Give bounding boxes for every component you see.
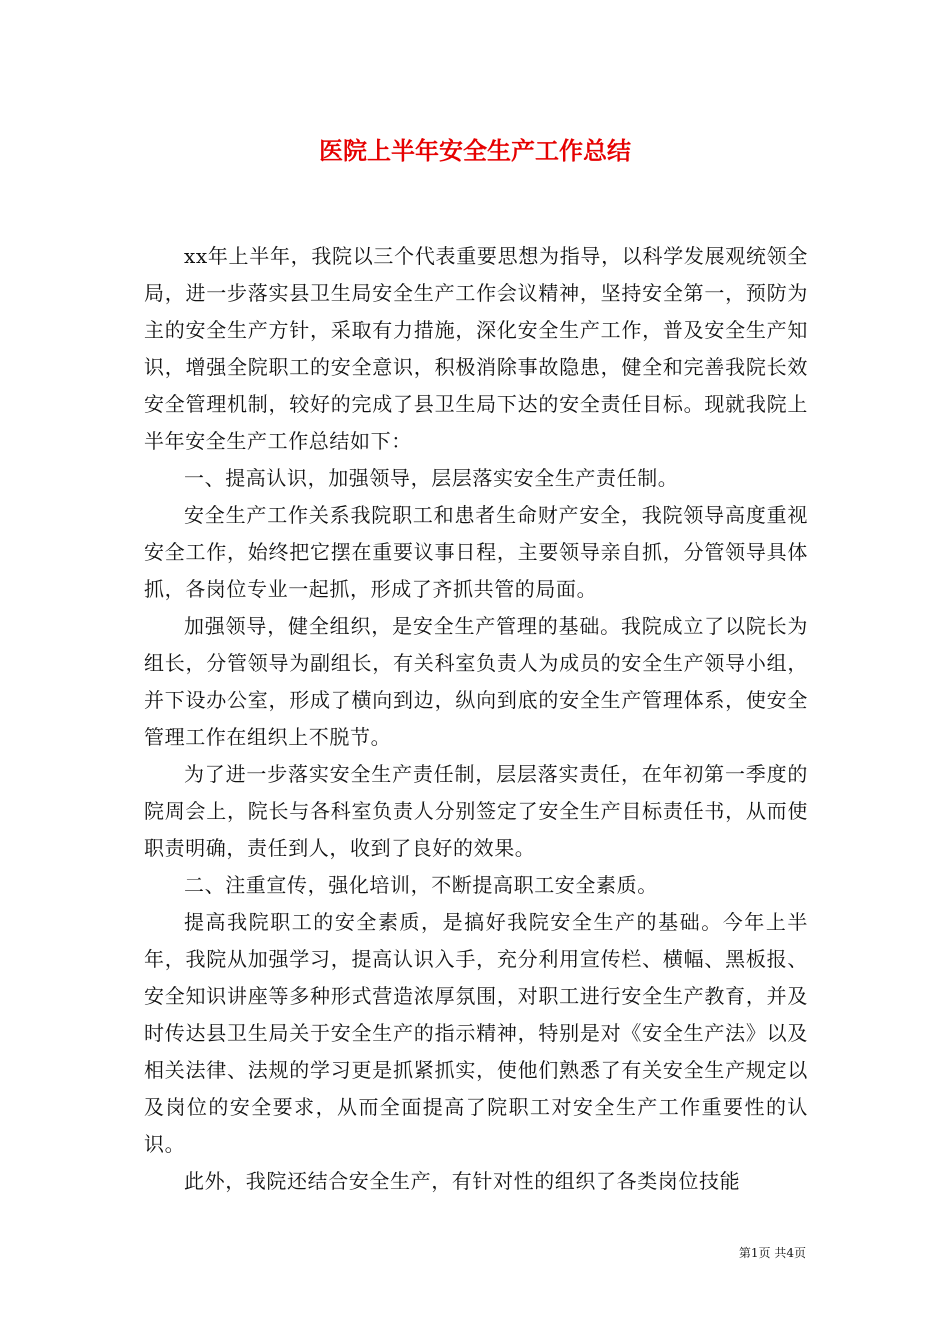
paragraph-intro: xx年上半年，我院以三个代表重要思想为指导，以科学发展观统领全局，进一步落实县卫生局安全生产工作会议精神，坚持安全第一，预防为主的安全生产方针，采取有力措施，深化安全生产工作，普及安全生产知识，增强全院职工的安全意识，积极消除事故隐患，健全和完善我院长效安全管理机制，较好的完成了县卫生局下达的安全责任目标。现就我院上半年安全生产工作总结如下： xyxy=(144,244,808,453)
paragraph-responsibility: 为了进一步落实安全生产责任制，层层落实责任，在年初第一季度的院周会上，院长与各科室负责人分别签定了安全生产目标责任书，从而使职责明确，责任到人，收到了良好的效果。 xyxy=(144,762,808,860)
document-title: 医院上半年安全生产工作总结 xyxy=(319,137,631,165)
heading-section-2: 二、注重宣传，强化培训，不断提高职工安全素质。 xyxy=(184,873,658,897)
document-body xyxy=(144,238,808,1200)
paragraph-organization: 加强领导，健全组织，是安全生产管理的基础。我院成立了以院长为组长，分管领导为副组长，有关科室负责人为成员的安全生产领导小组，并下设办公室，形成了横向到边，纵向到底的安全生产管理体系，使安全管理工作在组织上不脱节。 xyxy=(144,614,808,749)
paragraph-leadership: 安全生产工作关系我院职工和患者生命财产安全，我院领导高度重视安全工作，始终把它摆在重要议事日程，主要领导亲自抓，分管领导具体抓，各岗位专业一起抓，形成了齐抓共管的局面。 xyxy=(144,503,808,601)
paragraph-training: 提高我院职工的安全素质，是搞好我院安全生产的基础。今年上半年，我院从加强学习，提高认识入手，充分利用宣传栏、横幅、黑板报、安全知识讲座等多种形式营造浓厚氛围，对职工进行安全生产教育，并及时传达县卫生局关于安全生产的指示精神，特别是对《安全生产法》以及相关法律、法规的学习更是抓紧抓实，使他们熟悉了有关安全生产规定以及岗位的安全要求，从而全面提高了院职工对安全生产工作重要性的认识。 xyxy=(144,910,808,1156)
page-number: 第1页 共4页 xyxy=(738,1246,806,1260)
heading-section-1: 一、提高认识，加强领导，层层落实安全生产责任制。 xyxy=(184,466,679,490)
paragraph-skills: 此外，我院还结合安全生产，有针对性的组织了各类岗位技能 xyxy=(184,1169,741,1193)
